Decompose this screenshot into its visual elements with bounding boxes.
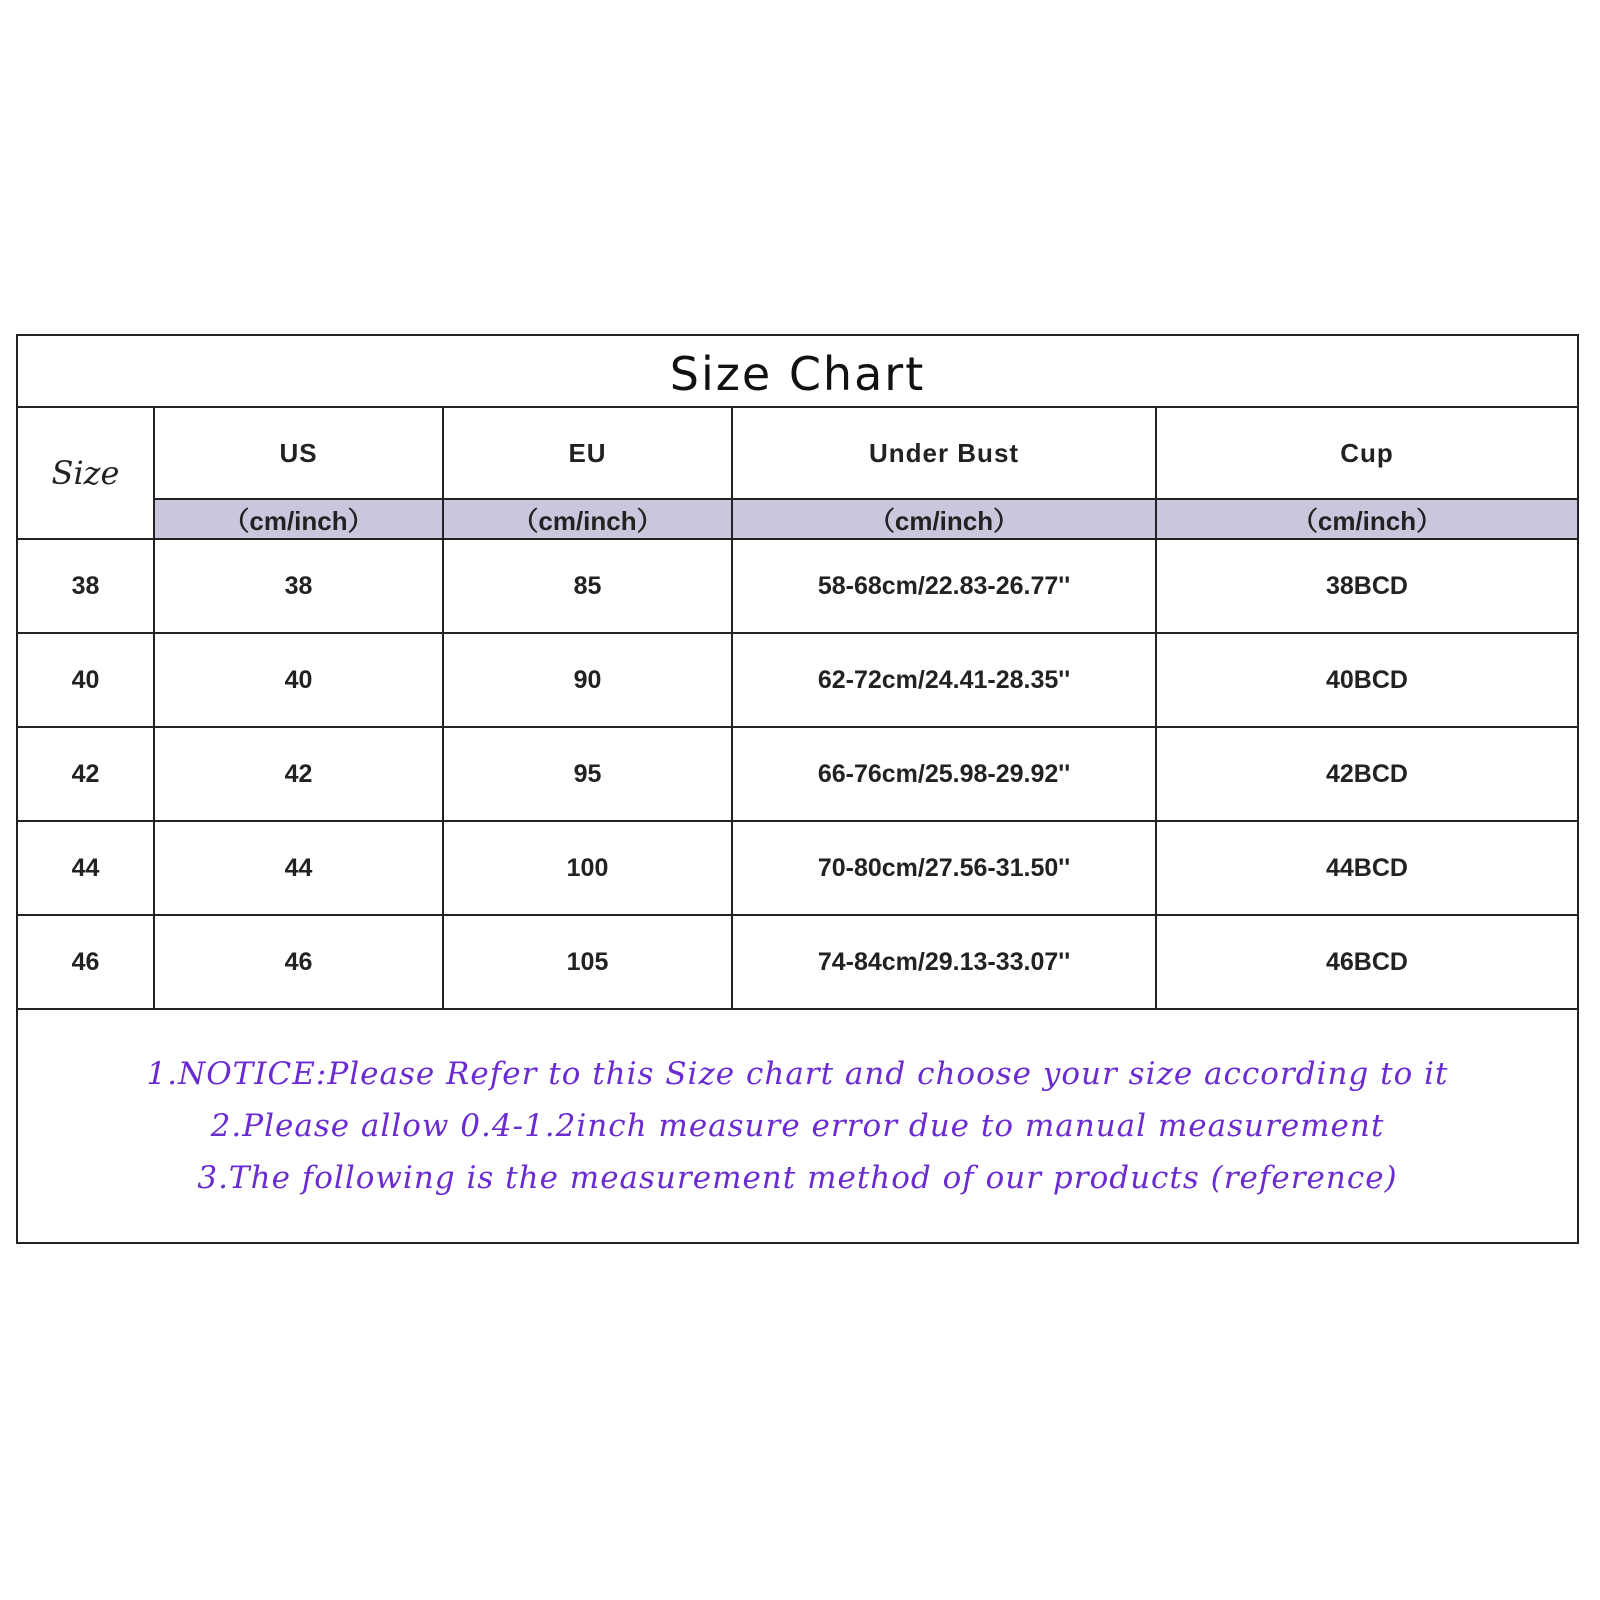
us-cell: 46 [154,915,443,1009]
eu-cell: 85 [443,539,732,633]
cup-cell: 38BCD [1156,539,1577,633]
size-table [18,408,1577,1010]
us-cell: 38 [154,539,443,633]
us-cell: 42 [154,727,443,821]
size-cell: 40 [18,633,154,727]
us-unit: （cm/inch） [154,499,443,539]
under-bust-cell: 62-72cm/24.41-28.35'' [732,633,1156,727]
cup-cell: 40BCD [1156,633,1577,727]
unit-row [18,499,1577,539]
eu-cell: 100 [443,821,732,915]
under-bust-cell: 74-84cm/29.13-33.07'' [732,915,1156,1009]
table-row [18,915,1577,1009]
under-bust-cell: 70-80cm/27.56-31.50'' [732,821,1156,915]
chart-title: Size Chart [18,336,1577,408]
table-row [18,727,1577,821]
cup-column-header: Cup [1156,408,1577,499]
us-cell: 40 [154,633,443,727]
under-bust-unit: （cm/inch） [732,499,1156,539]
size-chart [16,334,1579,1244]
eu-cell: 95 [443,727,732,821]
notes-section [18,1010,1577,1242]
under-bust-column-header: Under Bust [732,408,1156,499]
eu-unit: （cm/inch） [443,499,732,539]
us-cell: 44 [154,821,443,915]
cup-cell: 44BCD [1156,821,1577,915]
header-row [18,408,1577,499]
table-row [18,821,1577,915]
size-cell: 44 [18,821,154,915]
us-column-header: US [154,408,443,499]
cup-unit: （cm/inch） [1156,499,1577,539]
notice-line-1: 1.NOTICE:Please Refer to this Size chart and choose your size according to it [146,1056,1449,1092]
under-bust-cell: 58-68cm/22.83-26.77'' [732,539,1156,633]
size-cell: 46 [18,915,154,1009]
eu-column-header: EU [443,408,732,499]
table-row [18,633,1577,727]
under-bust-cell: 66-76cm/25.98-29.92'' [732,727,1156,821]
cup-cell: 46BCD [1156,915,1577,1009]
eu-cell: 105 [443,915,732,1009]
table-row [18,539,1577,633]
notice-line-3: 3.The following is the measurement method of our products (reference) [197,1160,1398,1196]
cup-cell: 42BCD [1156,727,1577,821]
eu-cell: 90 [443,633,732,727]
notice-line-2: 2.Please allow 0.4-1.2inch measure error due to manual measurement [210,1108,1385,1144]
size-cell: 38 [18,539,154,633]
size-cell: 42 [18,727,154,821]
size-column-header: Size [18,408,154,539]
